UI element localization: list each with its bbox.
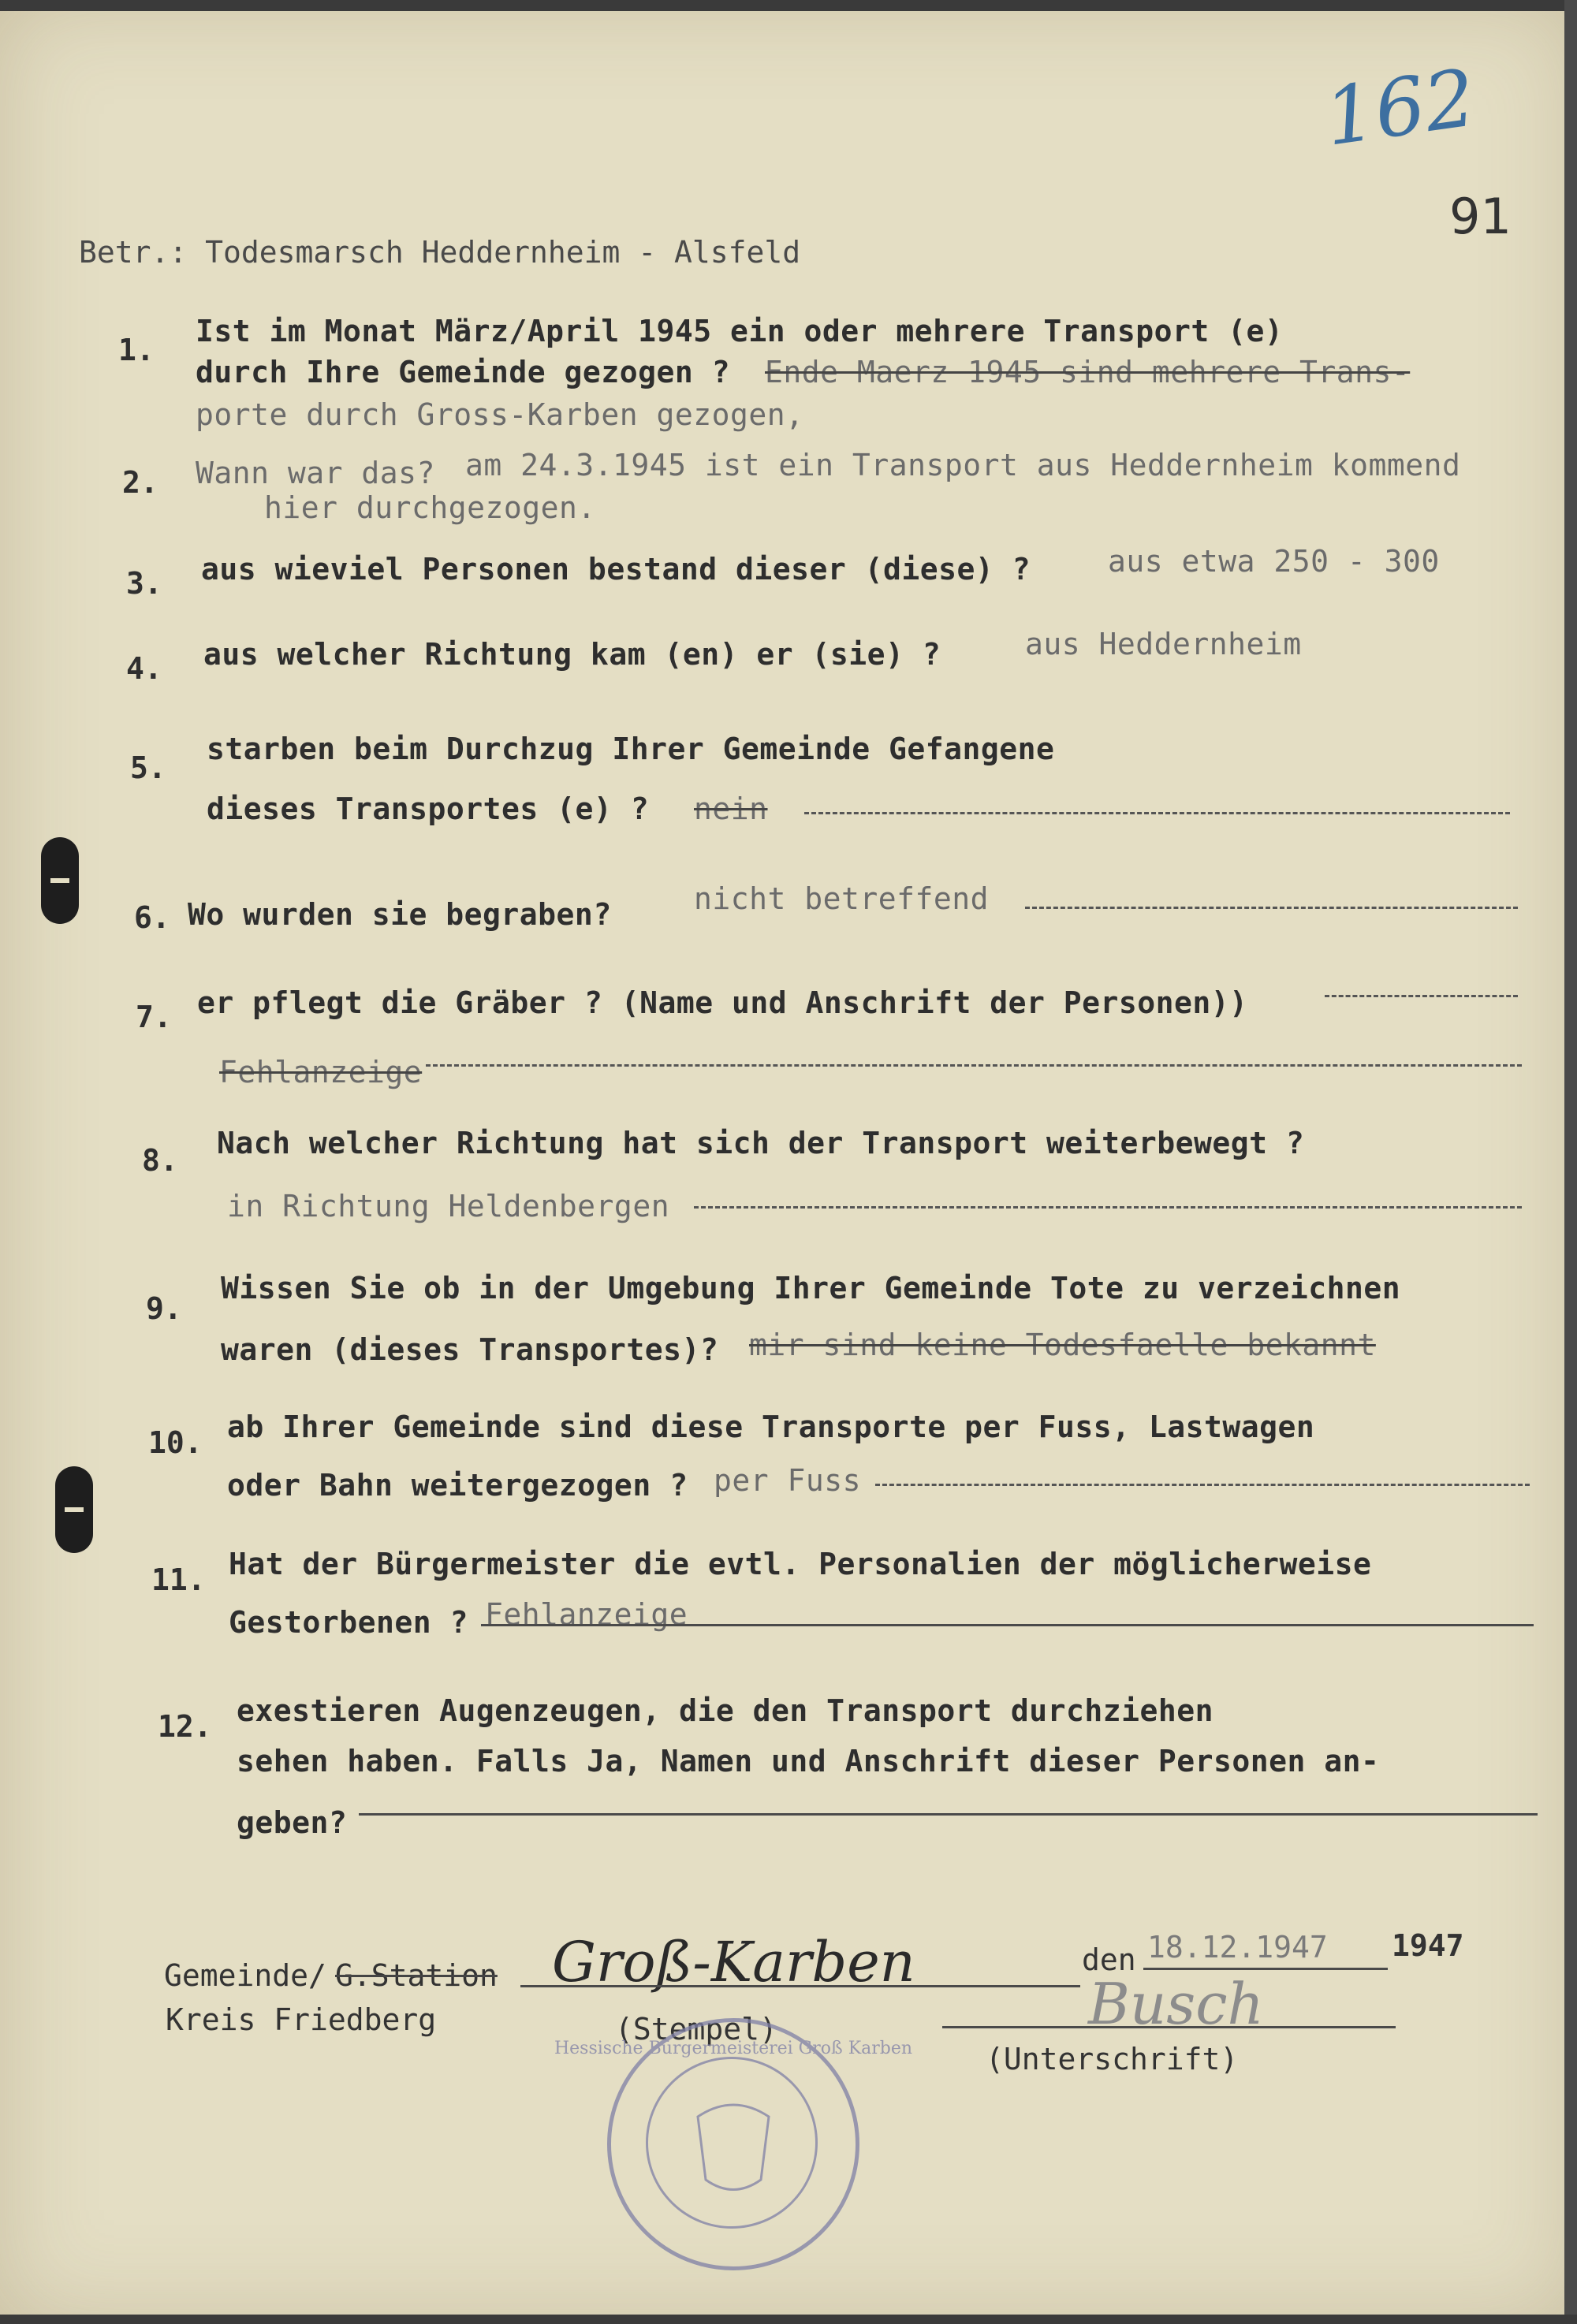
question-11-line-2: Gestorbenen ? xyxy=(229,1605,468,1640)
question-4-line-1: aus welcher Richtung kam (en) er (sie) ? xyxy=(203,637,941,672)
question-8-number: 8. xyxy=(142,1143,178,1178)
question-12-rule xyxy=(359,1813,1538,1816)
question-11-answer: Fehlanzeige xyxy=(485,1597,688,1632)
scan-edge-right xyxy=(1564,0,1577,2324)
question-3-answer: aus etwa 250 - 300 xyxy=(1108,544,1440,579)
question-12-line-2: sehen haben. Falls Ja, Namen und Anschrift dieser Personen an- xyxy=(237,1744,1380,1778)
gemeinde-rule xyxy=(520,1985,1080,1987)
question-4-answer: aus Heddernheim xyxy=(1025,627,1302,661)
question-7-line-1: er pflegt die Gräber ? (Name und Anschrift der Personen)) xyxy=(197,985,1248,1020)
subject-line: Betr.: Todesmarsch Heddernheim - Alsfeld xyxy=(79,235,801,270)
mayor-signature: Busch xyxy=(1088,1971,1264,2037)
question-10-rule xyxy=(875,1484,1530,1486)
scan-edge-bottom xyxy=(0,2315,1577,2324)
question-7-rule-1 xyxy=(1325,995,1518,997)
question-5-line-1: starben beim Durchzug Ihrer Gemeinde Gefangene xyxy=(207,732,1055,766)
question-5-number: 5. xyxy=(130,750,166,785)
year-stamp: 1947 xyxy=(1392,1928,1464,1963)
question-2-answer-1: am 24.3.1945 ist ein Transport aus Heddernheim kommend xyxy=(465,448,1461,482)
question-2-line-1: Wann war das? xyxy=(196,456,435,490)
den-label: den xyxy=(1082,1942,1136,1977)
punch-hole-top xyxy=(41,837,79,924)
question-9-line-1: Wissen Sie ob in der Umgebung Ihrer Gemeinde Tote zu verzeichnen xyxy=(221,1271,1401,1305)
punch-hole-bottom xyxy=(55,1466,93,1553)
archive-number: 162 xyxy=(1318,51,1482,164)
question-3-number: 3. xyxy=(126,566,162,601)
question-6-answer: nicht betreffend xyxy=(694,881,990,916)
question-1-line-2: durch Ihre Gemeinde gezogen ? xyxy=(196,355,730,389)
kreis-label: Kreis Friedberg xyxy=(166,2002,437,2037)
date-value: 18.12.1947 xyxy=(1147,1930,1328,1965)
scan-edge-top xyxy=(0,0,1577,11)
question-1-number: 1. xyxy=(118,333,155,367)
question-1-answer-1: Ende Maerz 1945 sind mehrere Trans- xyxy=(765,355,1411,389)
question-5-rule xyxy=(804,812,1510,814)
question-9-answer: mir sind keine Todesfaelle bekannt xyxy=(749,1328,1376,1362)
question-1-answer-2: porte durch Gross-Karben gezogen, xyxy=(196,397,804,432)
stempel-label: (Stempel) xyxy=(615,2012,777,2047)
question-12-line-3: geben? xyxy=(237,1805,348,1840)
question-8-rule xyxy=(694,1206,1522,1209)
question-6-rule xyxy=(1025,907,1518,909)
question-10-line-1: ab Ihrer Gemeinde sind diese Transporte per Fuss, Lastwagen xyxy=(227,1410,1315,1444)
question-5-answer: nein xyxy=(694,791,768,826)
question-8-line-1: Nach welcher Richtung hat sich der Transport weiterbewegt ? xyxy=(217,1126,1305,1160)
question-2-answer-2: hier durchgezogen. xyxy=(264,490,596,525)
question-12-line-1: exestieren Augenzeugen, die den Transport durchziehen xyxy=(237,1693,1214,1728)
question-1-line-1: Ist im Monat März/April 1945 ein oder mehrere Transport (e) xyxy=(196,314,1284,348)
question-4-number: 4. xyxy=(126,651,162,686)
seal-text: Hessische Bürgermeisterei Groß Karben xyxy=(554,2039,913,2058)
question-11-rule xyxy=(481,1624,1534,1626)
question-3-line-1: aus wieviel Personen bestand dieser (diese) ? xyxy=(201,552,1031,587)
question-5-line-2: dieses Transportes (e) ? xyxy=(207,791,650,826)
question-9-line-2: waren (dieses Transportes)? xyxy=(221,1332,719,1367)
question-10-number: 10. xyxy=(148,1425,203,1460)
question-7-answer: Fehlanzeige xyxy=(219,1055,423,1089)
station-label: G.Station xyxy=(335,1958,498,1993)
question-11-number: 11. xyxy=(151,1562,206,1597)
municipal-seal-stamp xyxy=(554,2018,913,2270)
question-7-number: 7. xyxy=(136,1000,172,1034)
signature-rule xyxy=(942,2026,1396,2028)
question-6-number: 6. xyxy=(134,900,170,935)
gemeinde-label: Gemeinde/ xyxy=(164,1958,326,1993)
question-10-answer: per Fuss xyxy=(714,1463,862,1498)
question-10-line-2: oder Bahn weitergezogen ? xyxy=(227,1468,688,1503)
question-12-number: 12. xyxy=(158,1709,212,1744)
question-8-answer: in Richtung Heldenbergen xyxy=(227,1189,670,1223)
folio-number: 91 xyxy=(1449,188,1512,245)
question-2-number: 2. xyxy=(122,465,158,500)
question-6-line-1: Wo wurden sie begraben? xyxy=(188,897,612,932)
question-7-rule-2 xyxy=(426,1064,1522,1067)
date-rule xyxy=(1143,1968,1388,1970)
question-9-number: 9. xyxy=(146,1291,182,1326)
unterschrift-label: (Unterschrift) xyxy=(986,2042,1239,2076)
question-11-line-1: Hat der Bürgermeister die evtl. Personalien der möglicherweise xyxy=(229,1547,1372,1581)
seal-lettering xyxy=(554,2022,913,2266)
gemeinde-signature: Groß-Karben xyxy=(552,1930,915,1994)
